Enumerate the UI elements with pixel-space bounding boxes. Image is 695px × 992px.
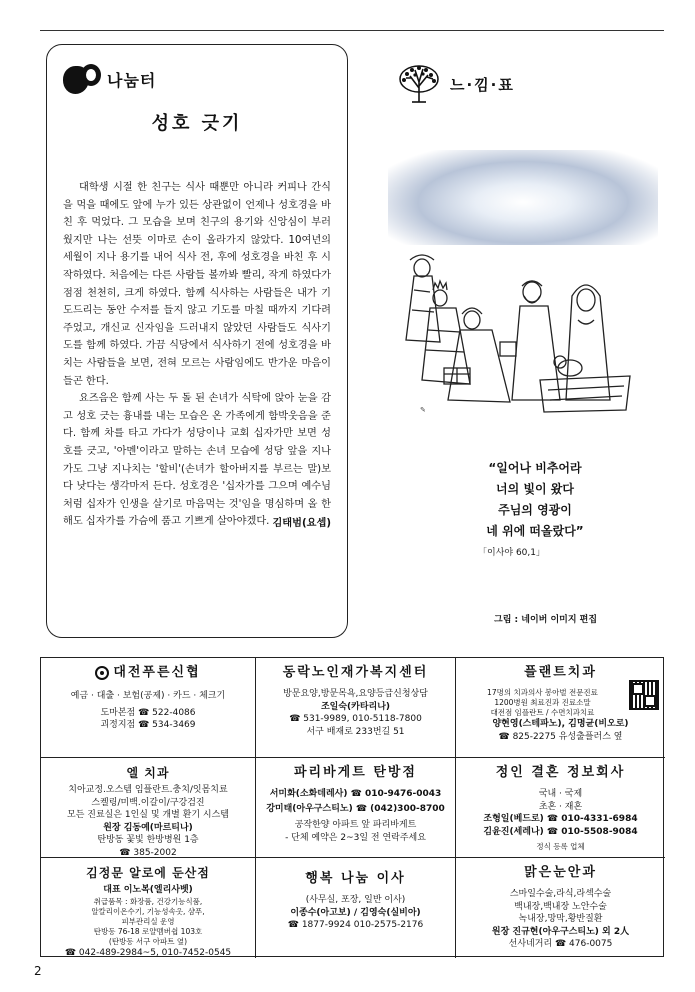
verse-line: 주님의 영광이 — [498, 503, 572, 517]
ad-line: 초혼 · 재혼 — [538, 801, 583, 812]
ad-line: ☎ 042-489-2984~5, 010-7452-0545 — [64, 947, 232, 958]
ad-contact-name: 원장 김동예(마르티나) — [103, 822, 193, 833]
ad-line: 백내장,백내장 노안수술 — [514, 901, 607, 912]
ad-title: 맑은눈안과 — [524, 865, 597, 880]
ad-title: 대전푸른신협 — [113, 665, 201, 680]
ad-el-dental — [41, 758, 256, 858]
ad-line: 도마본점 ☎ 522-4086 — [100, 707, 196, 718]
ad-line: 17명의 치과의사 봉아벌 전문진료 — [487, 688, 598, 697]
ad-line: 방문요양,방문목욕,요양등급신청상담 — [283, 689, 428, 699]
ad-title: 행복 나눔 이사 — [305, 871, 406, 886]
ad-marriage-agency — [456, 758, 665, 858]
ad-contact: 강미태(아우구스티노) ☎ (042)300-8700 — [266, 803, 445, 814]
light-rays-image — [388, 150, 658, 245]
ad-line: 예금 · 대출 · 보험(공제) · 카드 · 체크기 — [70, 691, 226, 701]
advertisement-grid — [40, 657, 664, 957]
ad-line: 선사네거리 ☎ 476-0075 — [508, 939, 613, 949]
ad-line: 공작한양 아파트 앞 파리바게트 — [294, 820, 417, 830]
ad-contact: 김윤진(세레나) ☎ 010-5508-9084 — [483, 826, 638, 837]
ad-line: 스켈링/미백.이갈이/구강검진 — [91, 797, 205, 808]
ad-title: 동락노인재가복지센터 — [282, 665, 429, 680]
verse-reference: 「이사야 60,1」 — [478, 548, 545, 558]
tree-icon — [398, 64, 440, 104]
svg-text:✎: ✎ — [420, 406, 426, 414]
verse-line: “일어나 비추어라 — [488, 461, 582, 475]
ad-credit-union — [41, 658, 256, 758]
speech-bubble-icon — [63, 62, 101, 96]
essay-body — [63, 179, 331, 531]
ad-contact-name: 양현영(스테파노), 김명균(비오로) — [492, 719, 629, 729]
ad-line: 괴정지점 ☎ 534-3469 — [100, 720, 196, 730]
ad-contact-name: 원장 진규현(아우구스티노) 외 2人 — [491, 926, 630, 937]
ad-line: 취급품목 : 화장품, 건강기능식품, — [93, 896, 203, 906]
bible-verse — [445, 458, 625, 542]
ad-contact: 서미화(소화데레사) ☎ 010-9476-0043 — [269, 789, 442, 799]
top-rule — [40, 30, 664, 31]
ad-moving — [256, 858, 456, 958]
ad-line: 스마일수술,라식,라섹수술 — [509, 889, 612, 899]
ad-line: - 단체 예약은 2~3일 전 연락주세요 — [285, 832, 426, 843]
ad-title: 파리바게트 탄방점 — [294, 765, 417, 780]
ad-dental-plant — [456, 658, 665, 758]
ad-line: 피부관리실 운영 — [121, 916, 175, 926]
ad-care-center — [256, 658, 456, 758]
ad-bakery — [256, 758, 456, 858]
ad-eye-clinic — [456, 858, 665, 958]
ad-line: 치아교정.오스템 임플란트.충치/잇몸치료 — [68, 785, 228, 795]
ad-contact-name: 이종수(아고보) / 김영숙(실비아) — [290, 907, 421, 918]
ad-contact: 조형일(베드로) ☎ 010-4331-6984 — [483, 814, 638, 824]
essay-paragraph: 대학생 시절 한 친구는 식사 때뿐만 아니라 커피나 간식을 먹을 때에도 앞에 누가 있든 상관없이 언제나 성호경을 바친 후 먹었다. 그 모습을 보며 친구의 용기와 신앙심이 부러웠지만 나는 선뜻 이마로 손이 올라가지 않았다. 10여년의 세월이 지나 용기를 내어 식사 전, 후에 성호경을 바친 후 시작하였다. 처음에는 다른 사람들 볼까봐 빨리, 작게 하였다가 점점 천천히, 크게 하였다. 함께 식사하는 사람들은 내가 기도드리는 동안 수저를 들지 않고 기도를 마칠 때까지 기다려 주었고, 개신교 신자임을 드러내지 않았던 사람들도 식사기도를 함께 하였다. 가끔 식당에서 식사하기 전에 성호경을 바치는 사람들을 보면, 전혀 모르는 사람임에도 반가운 마음이 들곤 한다. — [63, 182, 331, 387]
ad-line: (탄방동 서구 아파트 옆) — [108, 936, 188, 946]
ad-line: 정식 등록 업체 — [536, 842, 585, 851]
ad-line: 알칼리이온수기, 기능성속옷, 샴푸, — [91, 906, 205, 916]
essay-header — [63, 59, 331, 99]
essay-title: 성호 긋기 — [151, 113, 243, 134]
ad-line: 녹내장,망막,황반질환 — [518, 914, 603, 924]
ad-title: 플랜트치과 — [524, 665, 597, 680]
verse-line: 너의 빛이 왔다 — [496, 482, 574, 496]
essay-paragraph: 요즈음은 함께 사는 두 돌 된 손녀가 식탁에 앉아 눈을 감고 성호 긋는 흉내를 내는 모습은 온 가족에게 함박웃음을 준다. 함께 차를 타고 가다가 성당이나 교회 십자가만 보면 성호를 긋고, '아멘'이라고 말하는 손녀 모습에 성당 앞을 지나가도 그냥 지나치는 '할비'(손녀가 할아버지를 부르는 말)보다 낫다는 생각마저 든다. 성호경은 '십자가를 그으며 예수님처럼 십자가 인생을 살기로 마음먹는 것'임을 명심하며 올 한해도 십자가를 가슴에 품고 기쁘게 살아야겠다. — [63, 393, 331, 528]
meditation-header — [398, 64, 515, 104]
page-number: 2 — [34, 964, 42, 978]
ad-line: 서구 배재로 233번길 51 — [306, 726, 405, 737]
meditation-column-name: 느·낌·표 — [450, 75, 515, 94]
ad-line: 대전점 임플란트 / 수면치과치료 — [490, 708, 595, 717]
qr-code-icon — [629, 680, 659, 710]
ad-line: ☎ 1877-9924 010-2575-2176 — [287, 920, 424, 930]
ad-line: 국내 · 국제 — [538, 789, 583, 799]
ad-line: 탄방동 76-18 로얄멤버쉽 103호 — [93, 926, 203, 936]
essay-author: 김태범(요셉) — [272, 517, 331, 529]
nativity-illustration — [400, 250, 650, 420]
ad-line: ☎ 385-2002 — [119, 847, 177, 858]
essay-column-name: 나눔터 — [107, 70, 157, 90]
essay-box — [46, 44, 348, 638]
ad-line: (사무실, 포장, 일반 이사) — [305, 895, 406, 905]
ad-contact-name: 조일숙(카타리나) — [320, 701, 391, 712]
image-credit: 그림 : 네이버 이미지 편집 — [494, 615, 598, 625]
ad-contact-name: 대표 이노복(엘리사벳) — [103, 885, 193, 895]
ad-line: 모든 진료실은 1인실 및 개별 환기 시스템 — [67, 810, 229, 820]
ad-line: ☎ 825-2275 유성출플러스 옆 — [498, 731, 623, 742]
verse-line: 네 위에 떠올랐다” — [486, 524, 584, 538]
ad-aloe — [41, 858, 256, 958]
ad-line: 1200병원 최료진과 진료소말 — [494, 698, 591, 707]
ad-title: 김정문 알로에 둔산점 — [86, 866, 210, 880]
ad-title: 엘 치과 — [126, 766, 170, 780]
credit-union-logo-icon — [95, 666, 109, 680]
ad-title: 정인 결혼 정보회사 — [495, 765, 626, 780]
ad-line: 탄방동 꽃빛 한방병원 1층 — [97, 835, 199, 845]
ad-line: ☎ 531-9989, 010-5118-7800 — [289, 714, 422, 724]
